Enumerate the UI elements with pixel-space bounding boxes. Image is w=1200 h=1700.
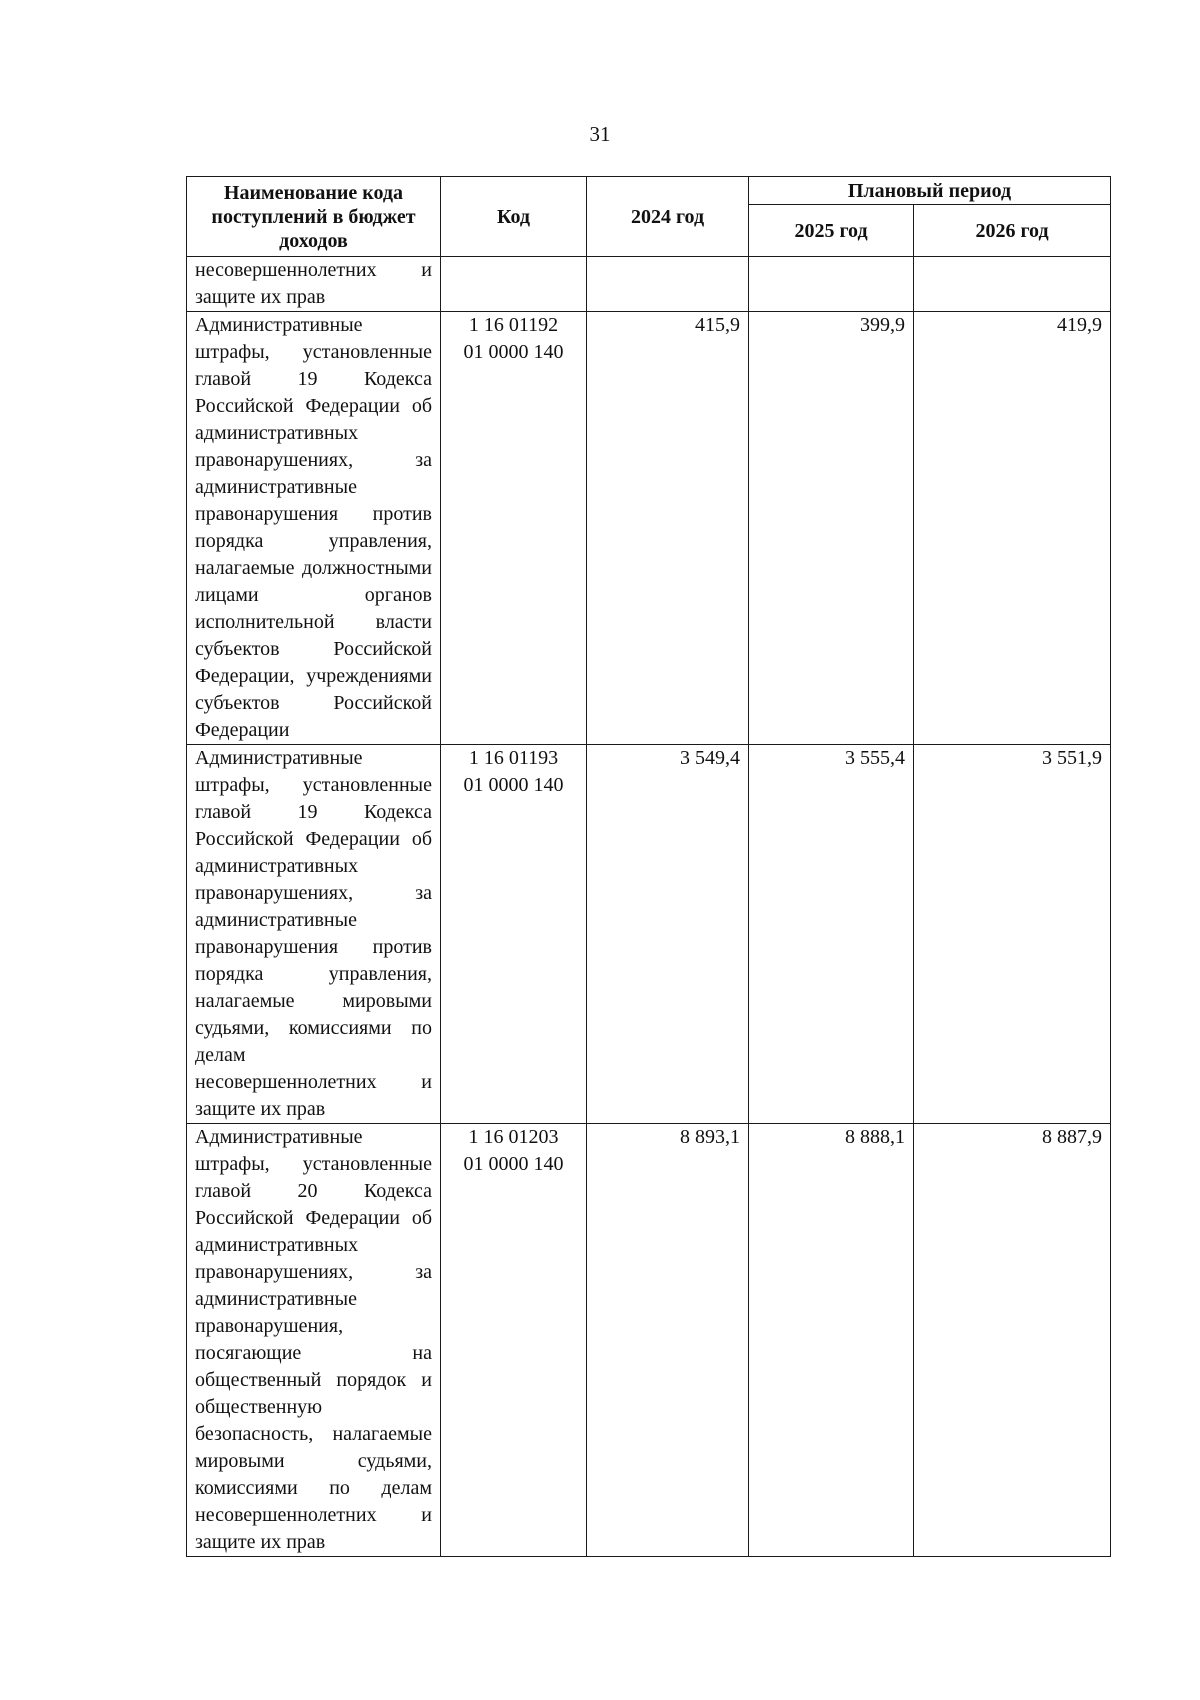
- revenue-table: [186, 176, 1111, 1557]
- page-number: 31: [589, 122, 611, 146]
- table-row: [187, 1124, 1111, 1557]
- row-code: 1 16 01193 01 0000 140: [441, 745, 587, 1124]
- header-planned-period: Плановый период: [749, 177, 1111, 205]
- row-2026: 419,9: [914, 312, 1111, 745]
- header-2026: 2026 год: [914, 205, 1111, 257]
- row-name: Административные штрафы, установленные главой 20 Кодекса Российской Федерации об административных правонарушениях, за административные правонарушения, посягающие на общественный порядок и общественную безопасность, налагаемые мировыми судьями, комиссиями по делам несовершеннолетних и защите их прав: [187, 1124, 441, 1557]
- table-row: [187, 257, 1111, 312]
- row-2026: 8 887,9: [914, 1124, 1111, 1557]
- row-code: [441, 257, 587, 312]
- header-name: Наименование кода поступлений в бюджет доходов: [187, 177, 441, 257]
- header-2024: 2024 год: [587, 177, 749, 257]
- header-2025: 2025 год: [749, 205, 914, 257]
- row-name: Административные штрафы, установленные главой 19 Кодекса Российской Федерации об административных правонарушениях, за административные правонарушения против порядка управления, налагаемые мировыми судьями, комиссиями по делам несовершеннолетних и защите их прав: [187, 745, 441, 1124]
- row-name: Административные штрафы, установленные главой 19 Кодекса Российской Федерации об административных правонарушениях, за административные правонарушения против порядка управления, налагаемые должностными лицами органов исполнительной власти субъектов Российской Федерации, учреждениями субъектов Российской Федерации: [187, 312, 441, 745]
- row-2025: 3 555,4: [749, 745, 914, 1124]
- row-code: 1 16 01192 01 0000 140: [441, 312, 587, 745]
- row-name: несовершеннолетних и защите их прав: [187, 257, 441, 312]
- row-code: 1 16 01203 01 0000 140: [441, 1124, 587, 1557]
- row-2025: [749, 257, 914, 312]
- table-row: [187, 312, 1111, 745]
- row-2024: 8 893,1: [587, 1124, 749, 1557]
- row-2026: 3 551,9: [914, 745, 1111, 1124]
- row-2025: 8 888,1: [749, 1124, 914, 1557]
- row-2026: [914, 257, 1111, 312]
- row-2025: 399,9: [749, 312, 914, 745]
- table-row: [187, 745, 1111, 1124]
- row-2024: [587, 257, 749, 312]
- header-code: Код: [441, 177, 587, 257]
- row-2024: 3 549,4: [587, 745, 749, 1124]
- row-2024: 415,9: [587, 312, 749, 745]
